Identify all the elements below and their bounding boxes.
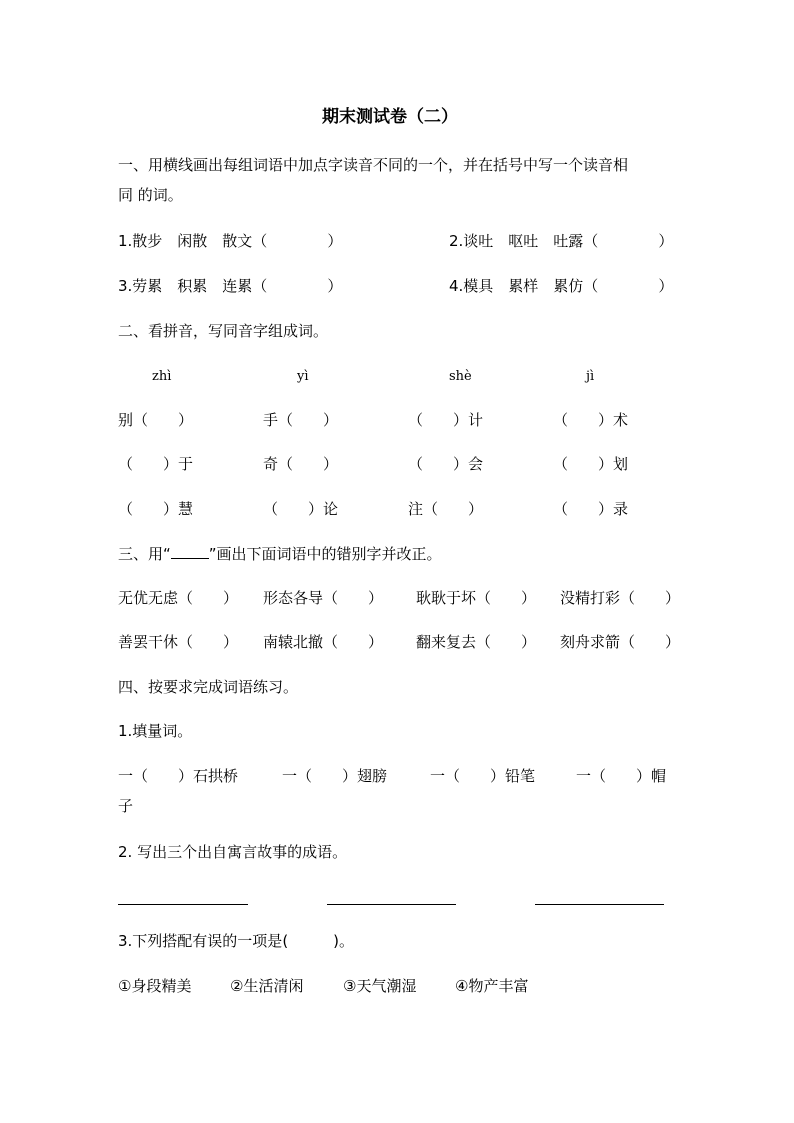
- section3-cell: 无优无虑（ ）: [118, 589, 239, 607]
- section1-item: 4.模具 累样 累仿（ ）: [449, 277, 674, 295]
- section2-cell: （ ）慧: [118, 500, 194, 518]
- measure-word-item: 一（ ）铅笔: [430, 767, 536, 785]
- section3-heading: [118, 546, 442, 562]
- question3-option: ④物产丰富: [455, 977, 529, 995]
- section3-heading-suffix: ”画出下面词语中的错别字并改正。: [208, 545, 442, 563]
- answer-blank[interactable]: [535, 904, 664, 905]
- pinyin-label: zhì: [152, 369, 172, 384]
- section2-cell: 注（ ）: [408, 500, 484, 518]
- measure-word-item: 一（ ）石拱桥: [118, 767, 239, 785]
- section2-cell: （ ）会: [408, 455, 484, 473]
- section3-cell: 善罢干休（ ）: [118, 633, 239, 651]
- section2-cell: （ ）划: [553, 455, 629, 473]
- section2-heading: 二、看拼音，写同音字组成词。: [118, 322, 329, 340]
- measure-word-item: 一（ ）翅膀: [282, 767, 388, 785]
- section2-cell: （ ）计: [408, 411, 484, 429]
- section3-cell: 没精打彩（ ）: [560, 589, 681, 607]
- section2-cell: （ ）论: [263, 500, 339, 518]
- measure-word-item: 一（ ）帽: [576, 767, 667, 785]
- section3-cell: 耿耿于坏（ ）: [416, 589, 537, 607]
- pinyin-label: jì: [586, 369, 595, 384]
- section1-item: 1.散步 闲散 散文（ ）: [118, 232, 343, 250]
- section1-item: 3.劳累 积累 连累（ ）: [118, 277, 343, 295]
- section2-cell: （ ）术: [553, 411, 629, 429]
- measure-word-wrap: 子: [118, 797, 134, 815]
- section3-cell: 翻来复去（ ）: [416, 633, 537, 651]
- section1-heading-line2: 同 的词。: [118, 186, 183, 204]
- question3-option: ③天气潮湿: [343, 977, 417, 995]
- section3-cell: 南辕北撤（ ）: [263, 633, 384, 651]
- question3-option: ②生活清闲: [230, 977, 304, 995]
- answer-blank[interactable]: [118, 904, 248, 905]
- answer-blank[interactable]: [327, 904, 456, 905]
- question3-option: ①身段精美: [118, 977, 192, 995]
- section2-cell: 奇（ ）: [263, 455, 339, 473]
- page-title: 期末测试卷（二）: [322, 107, 458, 127]
- section3-heading-prefix: 三、用“: [118, 545, 171, 563]
- section1-item: 2.谈吐 呕吐 吐露（ ）: [449, 232, 674, 250]
- section2-cell: 别（ ）: [118, 411, 194, 429]
- section3-cell: 刻舟求箭（ ）: [560, 633, 681, 651]
- section3-cell: 形态各导（ ）: [263, 589, 384, 607]
- question2-title: 2. 写出三个出自寓言故事的成语。: [118, 843, 348, 861]
- section4-heading: 四、按要求完成词语练习。: [118, 678, 299, 696]
- question1-title: 1.填量词。: [118, 722, 193, 740]
- pinyin-label: shè: [449, 369, 472, 384]
- underline-sample: [171, 546, 209, 559]
- section2-cell: （ ）录: [553, 500, 629, 518]
- question3-title: 3.下列搭配有误的一项是( )。: [118, 932, 355, 950]
- section2-cell: （ ）于: [118, 455, 194, 473]
- section1-heading-line1: 一、用横线画出每组词语中加点字读音不同的一个，并在括号中写一个读音相: [118, 156, 629, 174]
- pinyin-label: yì: [297, 369, 309, 384]
- section2-cell: 手（ ）: [263, 411, 339, 429]
